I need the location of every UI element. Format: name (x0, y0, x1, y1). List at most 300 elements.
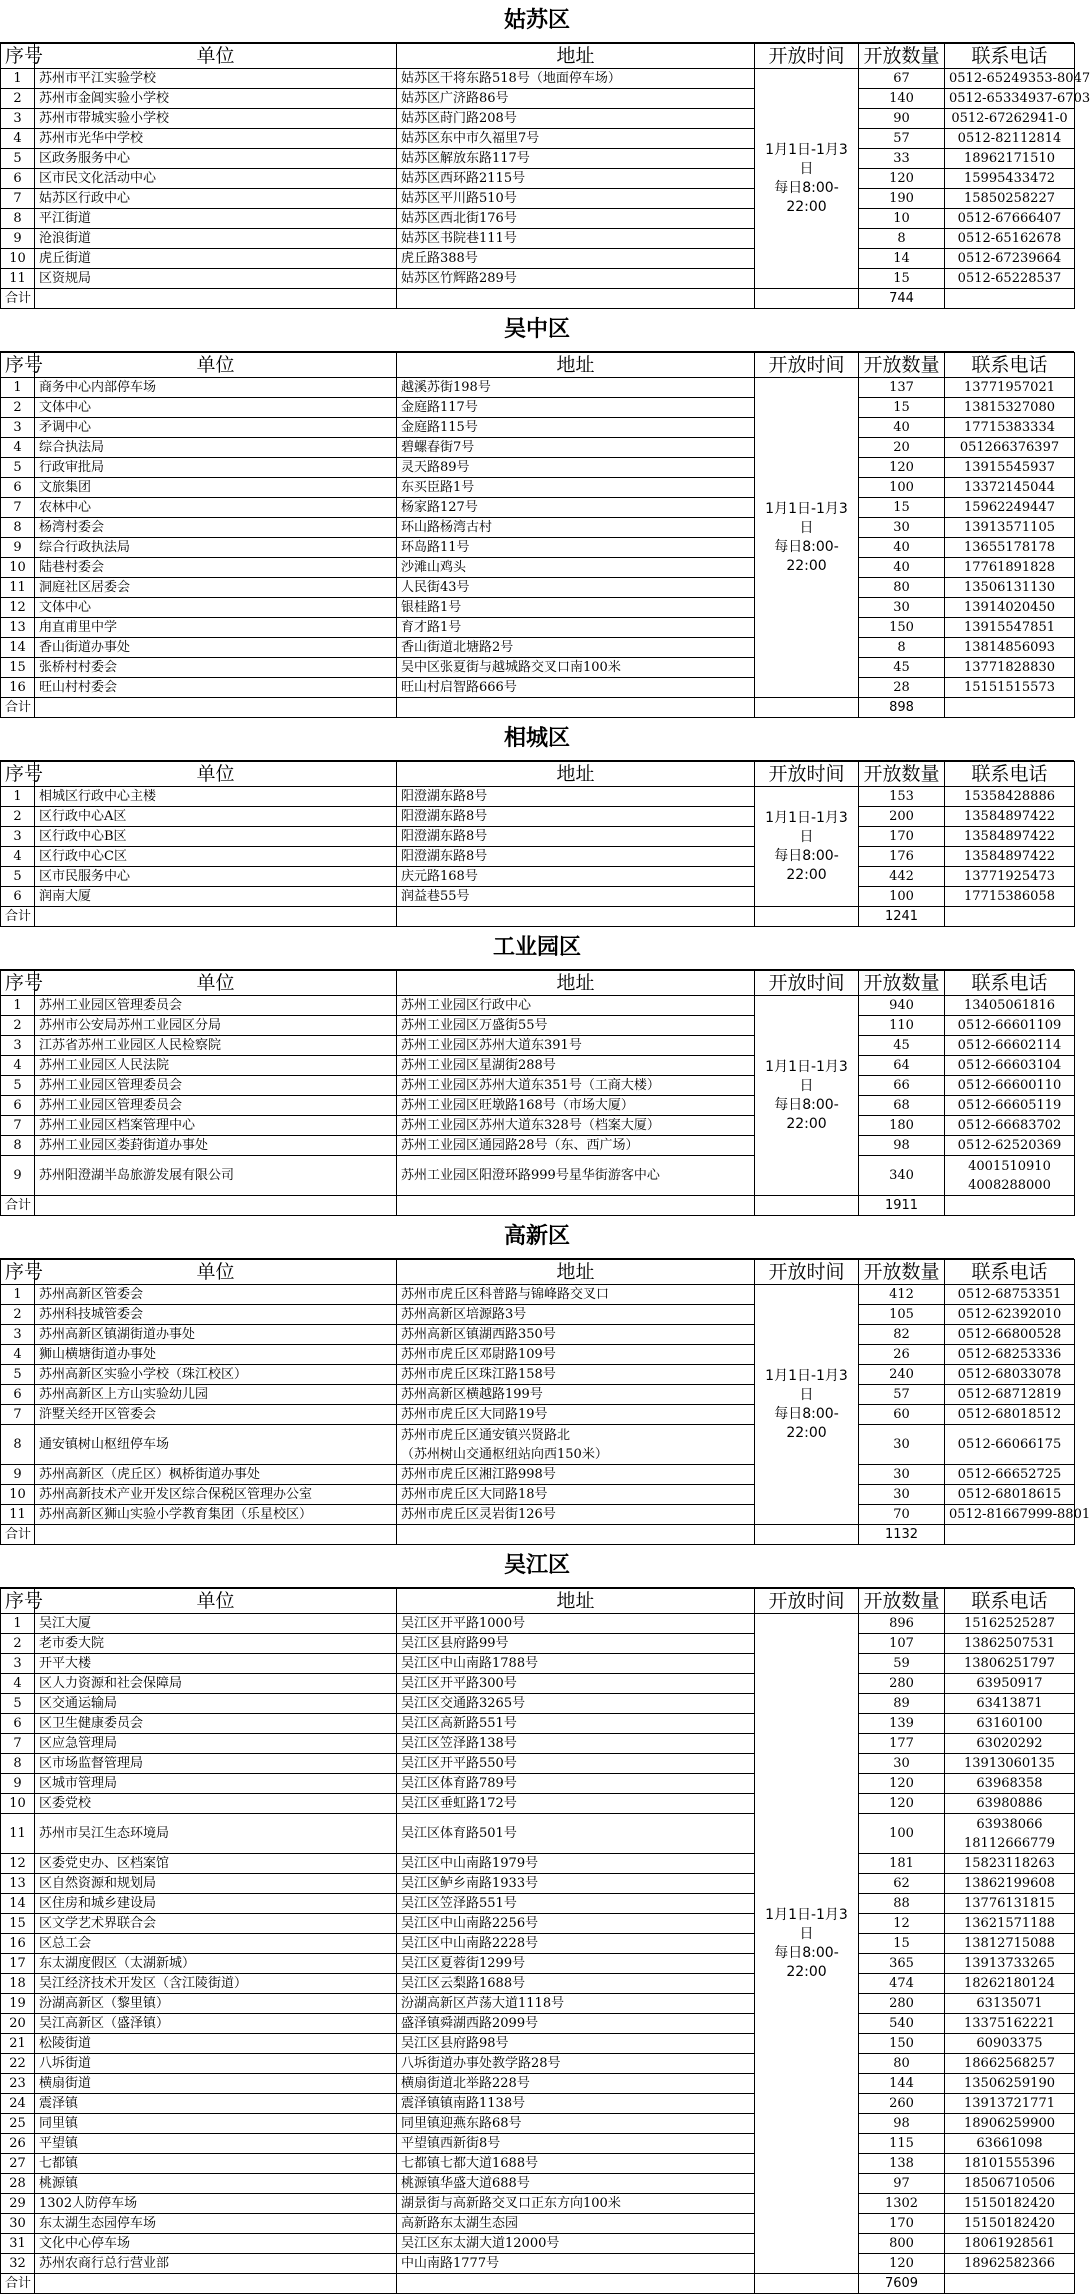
address: 育才路1号 (397, 618, 755, 638)
row-number: 12 (1, 598, 35, 618)
open-time-line: 1月1日-1月3日 (765, 1906, 848, 1942)
total-label: 合计 (1, 907, 35, 927)
column-header: 开放时间 (755, 762, 859, 787)
row-number: 22 (1, 2054, 35, 2074)
open-count: 26 (859, 1345, 945, 1365)
table-row (1, 458, 1075, 478)
table-row (1, 1754, 1075, 1774)
open-count: 45 (859, 658, 945, 678)
address: 越溪苏街198号 (397, 378, 755, 398)
open-count: 28 (859, 678, 945, 698)
open-count: 120 (859, 169, 945, 189)
unit-name: 苏州高新区管委会 (35, 1285, 397, 1305)
row-number: 4 (1, 1674, 35, 1694)
row-number: 6 (1, 478, 35, 498)
address: 苏州市虎丘区大同路18号 (397, 1485, 755, 1505)
open-count: 100 (859, 1814, 945, 1854)
address: 苏州工业园区苏州大道东391号 (397, 1036, 755, 1056)
open-count: 45 (859, 1036, 945, 1056)
unit-name: 区市民服务中心 (35, 867, 397, 887)
unit-name: 杨湾村委会 (35, 518, 397, 538)
phone: 0512-82112814 (945, 129, 1075, 149)
total-row (1, 698, 1075, 718)
phone: 15995433472 (945, 169, 1075, 189)
address: 沙滩山鸡头 (397, 558, 755, 578)
row-number: 7 (1, 1734, 35, 1754)
address: 同里镇迎燕东路68号 (397, 2114, 755, 2134)
row-number: 4 (1, 1345, 35, 1365)
table-row (1, 1974, 1075, 1994)
table-row (1, 109, 1075, 129)
phone: 13913060135 (945, 1754, 1075, 1774)
phone: 15151515573 (945, 678, 1075, 698)
column-header: 联系电话 (945, 971, 1075, 996)
table-row (1, 1156, 1075, 1196)
open-count: 30 (859, 598, 945, 618)
table-row (1, 827, 1075, 847)
unit-name: 东太湖生态园停车场 (35, 2214, 397, 2234)
open-count: 150 (859, 618, 945, 638)
open-count: 280 (859, 1994, 945, 2014)
phone: 18906259900 (945, 2114, 1075, 2134)
table-row (1, 558, 1075, 578)
row-number: 1 (1, 1614, 35, 1634)
unit-name: 老市委大院 (35, 1634, 397, 1654)
open-count: 170 (859, 827, 945, 847)
phone: 15150182420 (945, 2194, 1075, 2214)
unit-name: 苏州高新区狮山实验小学教育集团（乐星校区） (35, 1505, 397, 1525)
open-count: 144 (859, 2074, 945, 2094)
column-header: 序号 (1, 44, 35, 69)
total-label: 合计 (1, 2274, 35, 2294)
table-row (1, 1854, 1075, 1874)
open-count: 200 (859, 807, 945, 827)
table-row (1, 2034, 1075, 2054)
unit-name: 东太湖度假区（太湖新城） (35, 1954, 397, 1974)
table-row (1, 269, 1075, 289)
phone: 17715383334 (945, 418, 1075, 438)
table-row (1, 1365, 1075, 1385)
open-count: 120 (859, 458, 945, 478)
total-row (1, 289, 1075, 309)
table-row (1, 1674, 1075, 1694)
row-number: 5 (1, 867, 35, 887)
phone: 0512-62520369 (945, 1136, 1075, 1156)
row-number: 3 (1, 109, 35, 129)
open-count: 89 (859, 1694, 945, 1714)
header-row (1, 971, 1075, 996)
table-row (1, 249, 1075, 269)
phone: 63968358 (945, 1774, 1075, 1794)
column-header: 单位 (35, 353, 397, 378)
unit-name: 区委党史办、区档案馆 (35, 1854, 397, 1874)
unit-name: 区行政中心C区 (35, 847, 397, 867)
phone: 15962249447 (945, 498, 1075, 518)
header-row (1, 762, 1075, 787)
table-row (1, 1994, 1075, 2014)
table-row (1, 847, 1075, 867)
total-empty (397, 289, 755, 309)
unit-name: 商务中心内部停车场 (35, 378, 397, 398)
address: 银桂路1号 (397, 598, 755, 618)
total-empty (755, 698, 859, 718)
row-number: 6 (1, 1714, 35, 1734)
table-row (1, 1934, 1075, 1954)
district-title: 吴江区 (0, 1545, 1074, 1588)
table-row (1, 1016, 1075, 1036)
table-row (1, 1425, 1075, 1465)
row-number: 14 (1, 1894, 35, 1914)
total-row (1, 2274, 1075, 2294)
phone: 0512-65334937-6703 (945, 89, 1075, 109)
address: 苏州市虎丘区灵岩街126号 (397, 1505, 755, 1525)
phone: 0512-81667999-8801 (945, 1505, 1075, 1525)
open-count: 170 (859, 2214, 945, 2234)
row-number: 2 (1, 1305, 35, 1325)
address: 环山路杨湾古村 (397, 518, 755, 538)
table-row (1, 2014, 1075, 2034)
phone: 0512-66066175 (945, 1425, 1075, 1465)
table-row (1, 2234, 1075, 2254)
unit-name: 相城区行政中心主楼 (35, 787, 397, 807)
table-row (1, 1505, 1075, 1525)
row-number: 1 (1, 378, 35, 398)
phone: 13375162221 (945, 2014, 1075, 2034)
table-row (1, 1036, 1075, 1056)
table-row (1, 1874, 1075, 1894)
phone: 13806251797 (945, 1654, 1075, 1674)
unit-name: 狮山横塘街道办事处 (35, 1345, 397, 1365)
open-count: 88 (859, 1894, 945, 1914)
open-count: 33 (859, 149, 945, 169)
open-count: 80 (859, 2054, 945, 2074)
unit-name: 香山街道办事处 (35, 638, 397, 658)
address: 吴江区笠泽路138号 (397, 1734, 755, 1754)
column-header: 序号 (1, 1589, 35, 1614)
total-empty (755, 2274, 859, 2294)
unit-name: 苏州工业园区档案管理中心 (35, 1116, 397, 1136)
table-row (1, 398, 1075, 418)
row-number: 5 (1, 458, 35, 478)
open-count: 120 (859, 1794, 945, 1814)
column-header: 开放时间 (755, 44, 859, 69)
unit-name: 文旅集团 (35, 478, 397, 498)
open-time-line: 1月1日-1月3日 (765, 141, 848, 177)
unit-name: 苏州高新技术产业开发区综合保税区管理办公室 (35, 1485, 397, 1505)
unit-name: 同里镇 (35, 2114, 397, 2134)
column-header: 开放数量 (859, 762, 945, 787)
table-row (1, 1285, 1075, 1305)
total-empty (35, 1196, 397, 1216)
phone: 13771925473 (945, 867, 1075, 887)
row-number: 9 (1, 538, 35, 558)
row-number: 10 (1, 249, 35, 269)
unit-name: 横扇街道 (35, 2074, 397, 2094)
table-row (1, 418, 1075, 438)
address: 苏州市虎丘区大同路19号 (397, 1405, 755, 1425)
column-header: 开放时间 (755, 1260, 859, 1285)
open-count: 412 (859, 1285, 945, 1305)
phone: 0512-68253336 (945, 1345, 1075, 1365)
row-number: 3 (1, 418, 35, 438)
row-number: 1 (1, 996, 35, 1016)
unit-name: 文体中心 (35, 598, 397, 618)
total-empty (945, 1196, 1075, 1216)
row-number: 18 (1, 1974, 35, 1994)
unit-name: 江苏省苏州工业园区人民检察院 (35, 1036, 397, 1056)
unit-name: 震泽镇 (35, 2094, 397, 2114)
open-count: 176 (859, 847, 945, 867)
phone: 18662568257 (945, 2054, 1075, 2074)
address: 阳澄湖东路8号 (397, 827, 755, 847)
column-header: 开放数量 (859, 1589, 945, 1614)
open-time-line: 每日8:00-22:00 (774, 1944, 839, 1980)
address: 吴江区鲈乡南路1933号 (397, 1874, 755, 1894)
row-number: 7 (1, 1405, 35, 1425)
row-number: 25 (1, 2114, 35, 2134)
row-number: 1 (1, 787, 35, 807)
address: 姑苏区书院巷111号 (397, 229, 755, 249)
address: 中山南路1777号 (397, 2254, 755, 2274)
address: 苏州工业园区旺墩路168号（市场大厦） (397, 1096, 755, 1116)
column-header: 地址 (397, 1589, 755, 1614)
address: 吴江区中山南路2228号 (397, 1934, 755, 1954)
total-label: 合计 (1, 698, 35, 718)
unit-name: 区城市管理局 (35, 1774, 397, 1794)
address: 吴江区垂虹路172号 (397, 1794, 755, 1814)
unit-name: 区市民文化活动中心 (35, 169, 397, 189)
table-row (1, 1096, 1075, 1116)
total-row (1, 1525, 1075, 1545)
table-row (1, 1136, 1075, 1156)
address (397, 1425, 755, 1465)
column-header: 开放数量 (859, 44, 945, 69)
district-section (0, 718, 1074, 927)
unit-name: 八坼街道 (35, 2054, 397, 2074)
address: 苏州高新区培源路3号 (397, 1305, 755, 1325)
phone: 0512-66652725 (945, 1465, 1075, 1485)
address: 姑苏区解放东路117号 (397, 149, 755, 169)
open-time-line: 1月1日-1月3日 (765, 500, 848, 536)
row-number: 2 (1, 398, 35, 418)
unit-name: 苏州市吴江生态环境局 (35, 1814, 397, 1854)
table-row (1, 1714, 1075, 1734)
address: 旺山村启智路666号 (397, 678, 755, 698)
total-empty (755, 1525, 859, 1545)
address: 阳澄湖东路8号 (397, 847, 755, 867)
phone: 13405061816 (945, 996, 1075, 1016)
row-number: 5 (1, 1694, 35, 1714)
address-line: （苏州树山交通枢纽站向西150米） (401, 1446, 608, 1462)
unit-name: 吴江大厦 (35, 1614, 397, 1634)
address: 吴江区开平路300号 (397, 1674, 755, 1694)
unit-name: 苏州市光华中学校 (35, 129, 397, 149)
open-count: 14 (859, 249, 945, 269)
unit-name: 七都镇 (35, 2154, 397, 2174)
unit-name: 农林中心 (35, 498, 397, 518)
table-row (1, 2254, 1075, 2274)
unit-name: 汾湖高新区（黎里镇） (35, 1994, 397, 2014)
open-count: 15 (859, 1934, 945, 1954)
open-count: 15 (859, 398, 945, 418)
open-count: 100 (859, 478, 945, 498)
row-number: 5 (1, 1076, 35, 1096)
district-section (0, 927, 1074, 1216)
open-count: 57 (859, 1385, 945, 1405)
address: 吴中区张夏街与越城路交叉口南100米 (397, 658, 755, 678)
unit-name: 吴江高新区（盛泽镇） (35, 2014, 397, 2034)
unit-name: 行政审批局 (35, 458, 397, 478)
column-header: 开放时间 (755, 971, 859, 996)
address: 吴江区县府路99号 (397, 1634, 755, 1654)
unit-name: 综合执法局 (35, 438, 397, 458)
phone: 13913721771 (945, 2094, 1075, 2114)
district-title: 工业园区 (0, 927, 1074, 970)
address: 苏州市虎丘区邓尉路109号 (397, 1345, 755, 1365)
total-empty (397, 1196, 755, 1216)
open-time-line: 每日8:00-22:00 (774, 1405, 839, 1441)
phone: 13776131815 (945, 1894, 1075, 1914)
row-number: 4 (1, 1056, 35, 1076)
column-header: 联系电话 (945, 1260, 1075, 1285)
column-header: 开放时间 (755, 353, 859, 378)
address: 吴江区中山南路1788号 (397, 1654, 755, 1674)
open-count: 90 (859, 109, 945, 129)
table-row (1, 2054, 1075, 2074)
address: 庆元路168号 (397, 867, 755, 887)
row-number: 27 (1, 2154, 35, 2174)
row-number: 16 (1, 678, 35, 698)
phone: 13914020450 (945, 598, 1075, 618)
address: 吴江区开平路1000号 (397, 1614, 755, 1634)
table-row (1, 2074, 1075, 2094)
table-row (1, 209, 1075, 229)
district-section (0, 1216, 1090, 1545)
unit-name: 平江街道 (35, 209, 397, 229)
unit-name: 桃源镇 (35, 2174, 397, 2194)
column-header: 单位 (35, 762, 397, 787)
address: 吴江区夏蓉街1299号 (397, 1954, 755, 1974)
open-count: 340 (859, 1156, 945, 1196)
table-row (1, 1614, 1075, 1634)
phone: 18962171510 (945, 149, 1075, 169)
open-time-line: 每日8:00-22:00 (774, 538, 839, 574)
table-row (1, 1305, 1075, 1325)
unit-name: 虎丘街道 (35, 249, 397, 269)
phone: 0512-66800528 (945, 1325, 1075, 1345)
open-count: 150 (859, 2034, 945, 2054)
phone: 60903375 (945, 2034, 1075, 2054)
unit-name: 苏州工业园区人民法院 (35, 1056, 397, 1076)
column-header: 单位 (35, 1260, 397, 1285)
unit-name: 开平大楼 (35, 1654, 397, 1674)
phone: 13584897422 (945, 827, 1075, 847)
open-count: 40 (859, 558, 945, 578)
district-section (0, 1545, 1074, 2294)
address: 姑苏区平川路510号 (397, 189, 755, 209)
row-number: 8 (1, 1425, 35, 1465)
row-number: 11 (1, 1814, 35, 1854)
address: 吴江区中山南路1979号 (397, 1854, 755, 1874)
row-number: 10 (1, 558, 35, 578)
table-row (1, 598, 1075, 618)
phone: 0512-65249353-8047 (945, 69, 1075, 89)
column-header: 单位 (35, 1589, 397, 1614)
address: 高新路东太湖生态园 (397, 2214, 755, 2234)
address: 姑苏区东中市久福里7号 (397, 129, 755, 149)
unit-name: 苏州高新区实验小学校（珠江校区） (35, 1365, 397, 1385)
phone: 0512-62392010 (945, 1305, 1075, 1325)
open-time (755, 378, 859, 698)
open-count: 800 (859, 2234, 945, 2254)
table-row (1, 638, 1075, 658)
total-empty (945, 2274, 1075, 2294)
phone: 13814856093 (945, 638, 1075, 658)
open-count: 98 (859, 2114, 945, 2134)
phone: 13815327080 (945, 398, 1075, 418)
table-row (1, 2174, 1075, 2194)
address: 苏州工业园区星湖街288号 (397, 1056, 755, 1076)
table-row (1, 887, 1075, 907)
phone: 051266376397 (945, 438, 1075, 458)
row-number: 2 (1, 1634, 35, 1654)
unit-name: 苏州市带城实验小学校 (35, 109, 397, 129)
phone: 0512-65228537 (945, 269, 1075, 289)
row-number: 4 (1, 438, 35, 458)
row-number: 10 (1, 1794, 35, 1814)
open-count: 98 (859, 1136, 945, 1156)
table-row (1, 678, 1075, 698)
row-number: 1 (1, 69, 35, 89)
open-count: 442 (859, 867, 945, 887)
row-number: 8 (1, 1754, 35, 1774)
header-row (1, 1589, 1075, 1614)
address: 吴江区交通路3265号 (397, 1694, 755, 1714)
row-number: 23 (1, 2074, 35, 2094)
open-count: 896 (859, 1614, 945, 1634)
address: 碧螺春街7号 (397, 438, 755, 458)
open-count: 190 (859, 189, 945, 209)
column-header: 地址 (397, 44, 755, 69)
total-empty (35, 1525, 397, 1545)
open-count: 12 (859, 1914, 945, 1934)
district-title: 姑苏区 (0, 0, 1074, 43)
phone: 63661098 (945, 2134, 1075, 2154)
row-number: 21 (1, 2034, 35, 2054)
address: 金庭路115号 (397, 418, 755, 438)
phone: 0512-66602114 (945, 1036, 1075, 1056)
row-number: 11 (1, 269, 35, 289)
total-value: 1241 (859, 907, 945, 927)
address: 苏州工业园区万盛街55号 (397, 1016, 755, 1036)
column-header: 单位 (35, 971, 397, 996)
address: 七都镇七都大道1688号 (397, 2154, 755, 2174)
open-count: 70 (859, 1505, 945, 1525)
row-number: 8 (1, 209, 35, 229)
phone-line: 4008288000 (968, 1177, 1051, 1193)
column-header: 序号 (1, 762, 35, 787)
open-count: 120 (859, 2254, 945, 2274)
phone: 13862199608 (945, 1874, 1075, 1894)
total-empty (945, 1525, 1075, 1545)
row-number: 14 (1, 638, 35, 658)
phone: 0512-68018615 (945, 1485, 1075, 1505)
unit-name: 区政务服务中心 (35, 149, 397, 169)
open-count: 60 (859, 1405, 945, 1425)
open-count: 30 (859, 1425, 945, 1465)
phone: 13372145044 (945, 478, 1075, 498)
phone: 18506710506 (945, 2174, 1075, 2194)
